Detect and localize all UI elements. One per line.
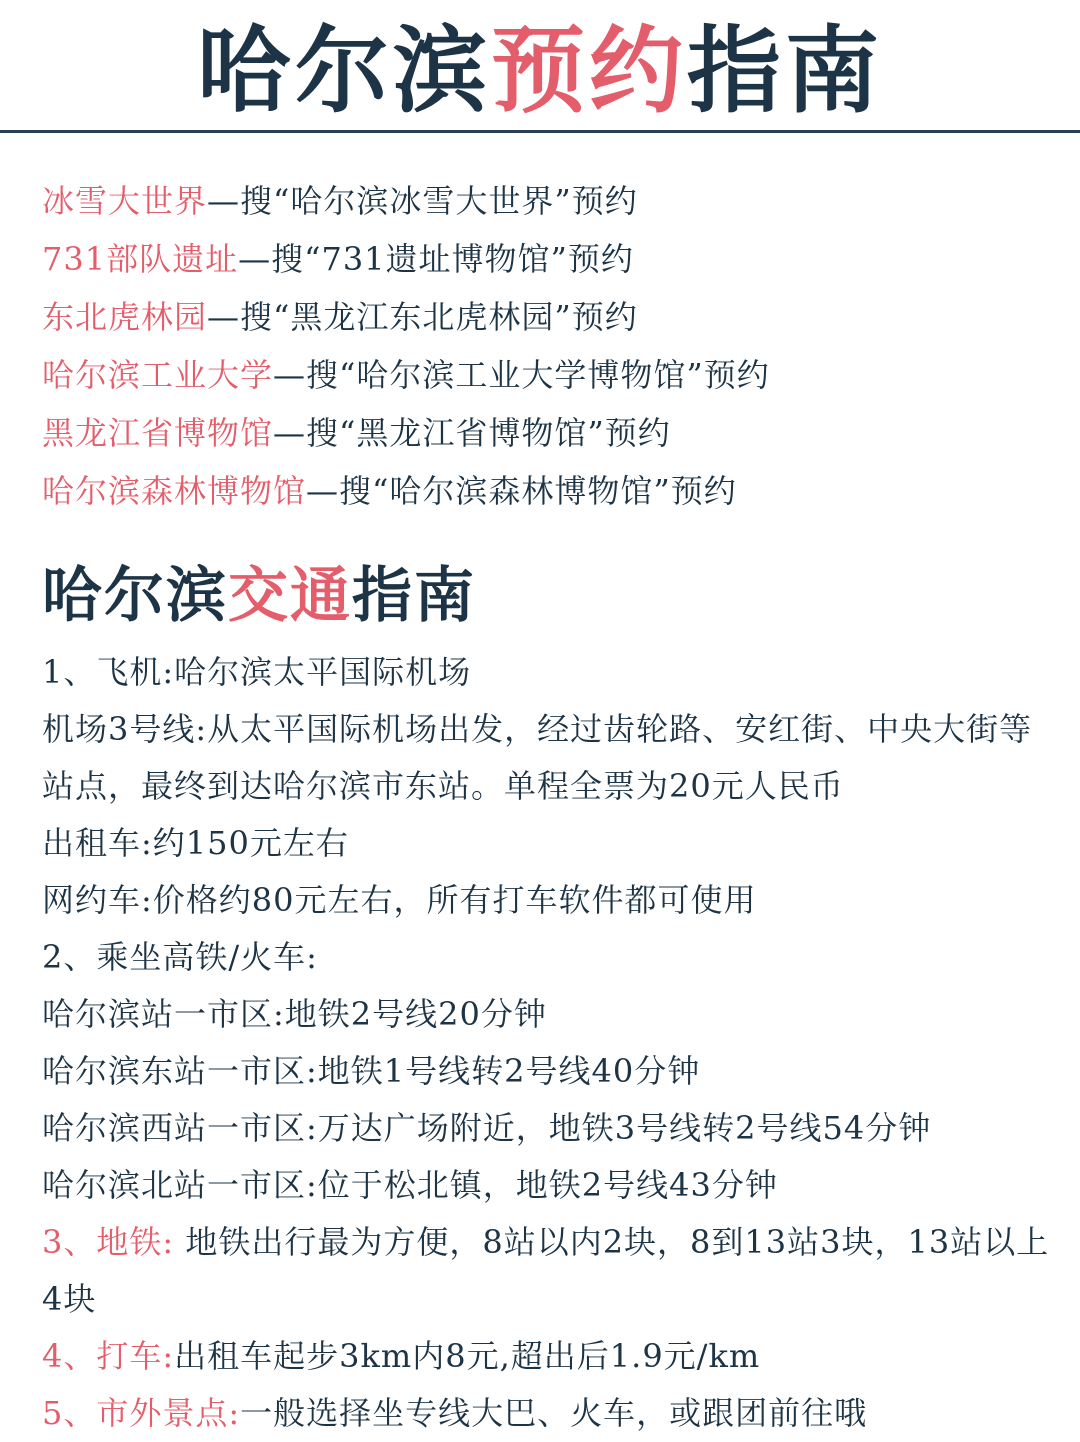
- booking-instruction: —搜“哈尔滨森林博物馆”预约: [306, 472, 737, 510]
- outskirts-item: [42, 1385, 1052, 1442]
- booking-item: [42, 230, 1062, 288]
- booking-item: [42, 346, 1062, 404]
- booking-item: [42, 404, 1062, 462]
- train-station-line: 哈尔滨北站一市区:位于松北镇，地铁2号线43分钟: [42, 1166, 778, 1204]
- train-station-line: 哈尔滨西站一市区:万达广场附近，地铁3号线转2号线54分钟: [42, 1109, 932, 1147]
- train-station-line: 哈尔滨东站一市区:地铁1号线转2号线40分钟: [42, 1052, 701, 1090]
- title-part2: 指南: [687, 17, 884, 126]
- transport-heading-part1: 哈尔滨: [42, 561, 228, 631]
- booking-place: 东北虎林园: [42, 298, 208, 336]
- booking-list: [42, 172, 1062, 520]
- booking-place: 哈尔滨工业大学: [42, 356, 274, 394]
- airport-ridehail-line: 网约车:价格约80元左右，所有打车软件都可使用: [42, 881, 757, 919]
- transport-heading: [42, 556, 476, 636]
- airport-bus-line: 机场3号线:从太平国际机场出发，经过齿轮路、安红街、中央大街等站点，最终到达哈尔滨市东站。单程全票为20元人民币: [42, 710, 1033, 805]
- subway-text: 地铁出行最为方便，8站以内2块，8到13站3块，13站以上4块: [42, 1223, 1050, 1318]
- airplane-heading: 1、飞机:哈尔滨太平国际机场: [42, 653, 472, 691]
- taxi-text: 出租车起步3km内8元,超出后1.9元/km: [174, 1337, 761, 1375]
- train-station-line: 哈尔滨站一市区:地铁2号线20分钟: [42, 995, 547, 1033]
- booking-place: 冰雪大世界: [42, 182, 208, 220]
- booking-place: 731部队遗址: [42, 240, 239, 278]
- title-divider: [0, 130, 1080, 133]
- booking-instruction: —搜“黑龙江省博物馆”预约: [273, 414, 671, 452]
- taxi-item: [42, 1328, 1052, 1385]
- booking-item: [42, 288, 1062, 346]
- train-heading: 2、乘坐高铁/火车:: [42, 938, 318, 976]
- booking-item: [42, 462, 1062, 520]
- transport-heading-part2: 指南: [352, 561, 476, 631]
- subway-item: [42, 1214, 1052, 1328]
- title-accent: 预约: [490, 17, 687, 126]
- outskirts-text: 一般选择坐专线大巴、火车，或跟团前往哦: [240, 1394, 868, 1432]
- taxi-label: 4、打车:: [42, 1337, 175, 1375]
- transport-section: [42, 644, 1052, 1442]
- booking-instruction: —搜“黑龙江东北虎林园”预约: [207, 298, 638, 336]
- booking-instruction: —搜“731遗址博物馆”预约: [238, 240, 634, 278]
- booking-instruction: —搜“哈尔滨工业大学博物馆”预约: [273, 356, 770, 394]
- booking-place: 黑龙江省博物馆: [42, 414, 274, 452]
- airport-taxi-line: 出租车:约150元左右: [42, 824, 349, 862]
- booking-item: [42, 172, 1062, 230]
- booking-place: 哈尔滨森林博物馆: [42, 472, 307, 510]
- transport-heading-accent: 交通: [228, 561, 352, 631]
- subway-label: 3、地铁:: [42, 1223, 175, 1261]
- title-part1: 哈尔滨: [196, 17, 491, 126]
- outskirts-label: 5、市外景点:: [42, 1394, 241, 1432]
- page-title: [0, 14, 1080, 130]
- booking-instruction: —搜“哈尔滨冰雪大世界”预约: [207, 182, 638, 220]
